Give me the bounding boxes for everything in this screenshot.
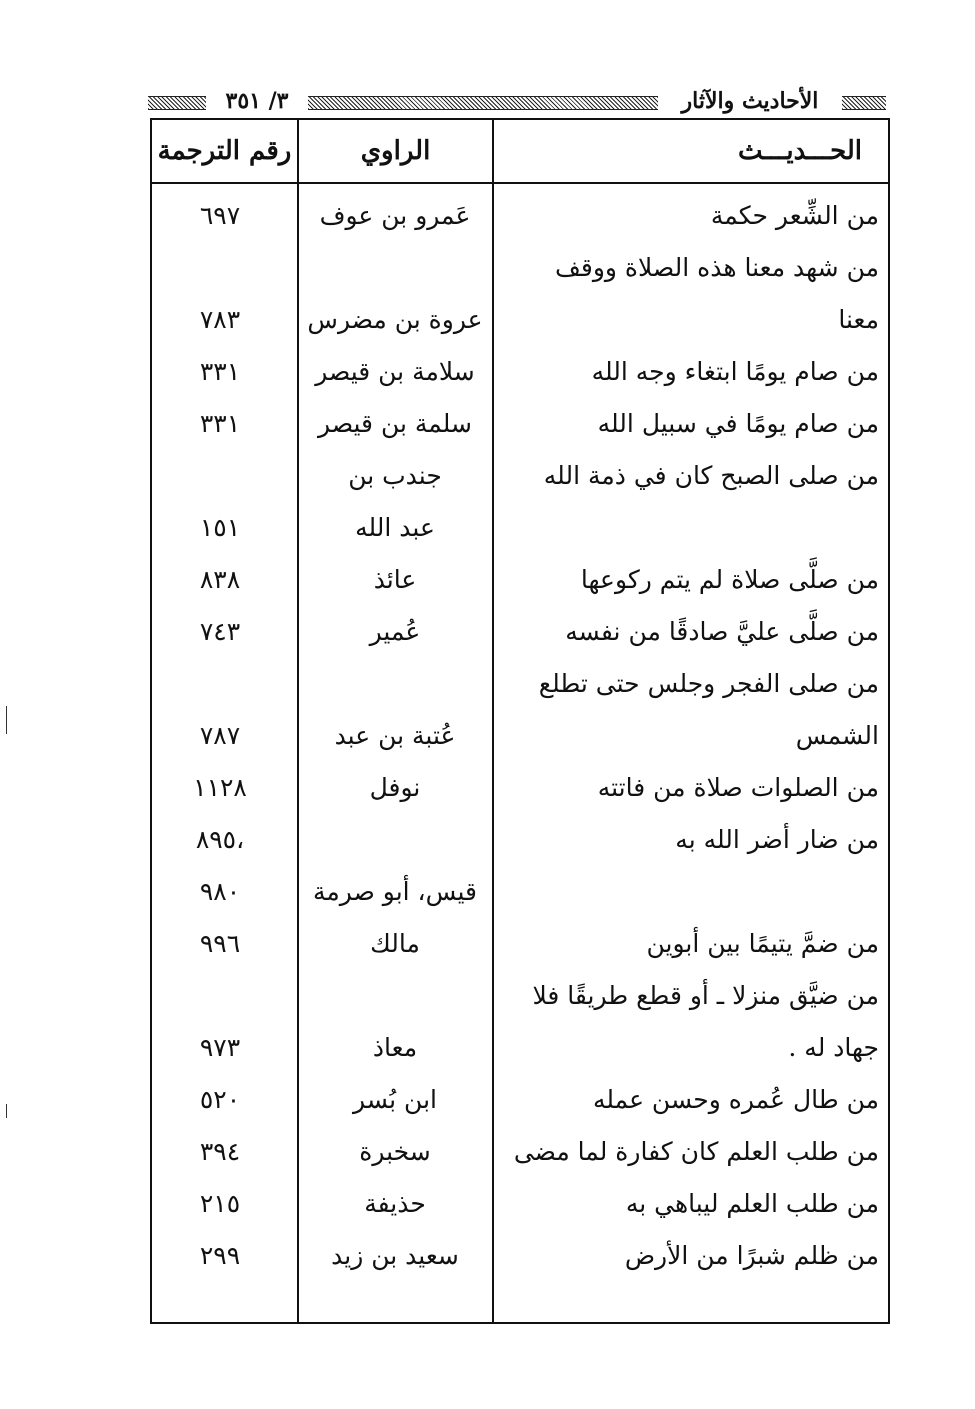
- narrator-name: نوفل: [369, 773, 421, 802]
- biography-number: ٩٨٠: [199, 877, 241, 906]
- table-row: [0, 1230, 975, 1282]
- column-header-number: رقم الترجمة: [157, 136, 292, 166]
- hadith-text: [489, 502, 879, 554]
- biography-number: [155, 658, 285, 710]
- narrator-name: حذيفة: [364, 1189, 426, 1218]
- hadith-text: من صلى الفجر وجلس حتى تطلع: [538, 669, 879, 698]
- hadith-text: معنا: [838, 305, 879, 334]
- table-row: [0, 242, 975, 294]
- table-row: [0, 1126, 975, 1178]
- table-row: [0, 1178, 975, 1230]
- hadith-text: من صلَّى عليَّ صادقًا من نفسه: [565, 617, 879, 646]
- narrator-name: [300, 814, 490, 866]
- table-row: [0, 346, 975, 398]
- hadith-text: من ضيَّق منزلا ـ أو قطع طريقًا فلا: [532, 981, 879, 1010]
- table-row: [0, 190, 975, 242]
- table-row: [0, 814, 975, 866]
- biography-number: ٧٨٧: [199, 721, 241, 750]
- narrator-name: عَمرو بن عوف: [319, 201, 471, 230]
- column-header-narrator: الراوي: [360, 136, 431, 166]
- header-pattern-right: [842, 96, 886, 110]
- table-row: [0, 866, 975, 918]
- table-row: [0, 450, 975, 502]
- hadith-text: من طلب العلم ليباهي به: [625, 1189, 879, 1218]
- narrator-name: جندب بن: [348, 461, 442, 490]
- biography-number: ٣٣١: [199, 357, 241, 386]
- page-reference: ٣/ ٣٥١: [210, 86, 304, 116]
- hadith-text: من طلب العلم كان كفارة لما مضى: [513, 1137, 879, 1166]
- biography-number: ٧٤٣: [199, 617, 241, 646]
- biography-number: ٥٢٠: [199, 1085, 241, 1114]
- hadith-text: من صلى الصبح كان في ذمة الله: [543, 461, 879, 490]
- table-row: [0, 658, 975, 710]
- scan-margin-mark: [6, 1104, 7, 1118]
- table-row: [0, 918, 975, 970]
- narrator-name: عُتبة بن عبد: [334, 721, 456, 750]
- narrator-name: ابن بُسر: [353, 1085, 437, 1114]
- biography-number: ٣٣١: [199, 409, 241, 438]
- header-pattern-left: [148, 96, 206, 110]
- narrator-name: سلمة بن قيصر: [318, 409, 472, 438]
- table-row: [0, 606, 975, 658]
- narrator-name: سخبرة: [359, 1137, 431, 1166]
- narrator-name: [300, 658, 490, 710]
- hadith-text: من صام يومًا في سبيل الله: [597, 409, 879, 438]
- biography-number: [155, 242, 285, 294]
- header-pattern-middle: [308, 96, 658, 110]
- hadith-text: من ضمَّ يتيمًا بين أبوين: [646, 929, 879, 958]
- biography-number: ٢١٥: [199, 1189, 241, 1218]
- header-rule: [152, 182, 888, 184]
- hadith-text: من ظلم شبرًا من الأرض: [624, 1241, 879, 1270]
- hadith-text: [489, 866, 879, 918]
- biography-number: [155, 450, 285, 502]
- table-row: [0, 502, 975, 554]
- narrator-name: مالك: [370, 929, 420, 958]
- narrator-name: عروة بن مضرس: [307, 305, 483, 334]
- running-header: [148, 86, 886, 116]
- narrator-name: معاذ: [372, 1033, 418, 1062]
- scan-margin-mark: [6, 706, 7, 734]
- table-row: [0, 1022, 975, 1074]
- narrator-name: عبد الله: [355, 513, 435, 542]
- narrator-name: عُمير: [369, 617, 421, 646]
- table-row: [0, 1074, 975, 1126]
- column-header-hadith: الحـــديـــث: [737, 136, 862, 166]
- table-row: [0, 710, 975, 762]
- hadith-text: من الصلوات صلاة من فاتته: [597, 773, 879, 802]
- biography-number: ٦٩٧: [199, 201, 241, 230]
- table-row: [0, 762, 975, 814]
- narrator-name: [300, 970, 490, 1022]
- table-row: [0, 970, 975, 1022]
- hadith-text: من شهد معنا هذه الصلاة ووقف: [555, 253, 879, 282]
- narrator-name: [300, 242, 490, 294]
- biography-number: ٧٨٣: [199, 305, 241, 334]
- running-title: الأحاديث والآثار: [662, 86, 838, 116]
- hadith-text: من صام يومًا ابتغاء وجه الله: [591, 357, 879, 386]
- narrator-name: سعيد بن زيد: [331, 1241, 459, 1270]
- narrator-name: قيس، أبو صرمة: [313, 877, 477, 906]
- table-row: [0, 398, 975, 450]
- narrator-name: سلامة بن قيصر: [315, 357, 475, 386]
- biography-number: ،٨٩٥: [195, 825, 245, 854]
- biography-number: ١٥١: [199, 513, 241, 542]
- biography-number: ٣٩٤: [199, 1137, 241, 1166]
- hadith-text: الشمس: [795, 721, 879, 750]
- hadith-text: من طال عُمره وحسن عمله: [592, 1085, 879, 1114]
- table-row: [0, 294, 975, 346]
- hadith-text: من صلَّى صلاة لم يتم ركوعها: [580, 565, 879, 594]
- biography-number: ٨٣٨: [199, 565, 241, 594]
- biography-number: [155, 970, 285, 1022]
- biography-number: ٩٩٦: [199, 929, 241, 958]
- narrator-name: عائذ: [373, 565, 417, 594]
- hadith-text: من الشِّعر حكمة: [710, 201, 879, 230]
- biography-number: ٢٩٩: [199, 1241, 241, 1270]
- biography-number: ١١٢٨: [193, 773, 247, 802]
- table-row: [0, 554, 975, 606]
- biography-number: ٩٧٣: [199, 1033, 241, 1062]
- hadith-text: من ضار أضر الله به: [675, 825, 879, 854]
- hadith-text: جهاد له .: [788, 1033, 879, 1062]
